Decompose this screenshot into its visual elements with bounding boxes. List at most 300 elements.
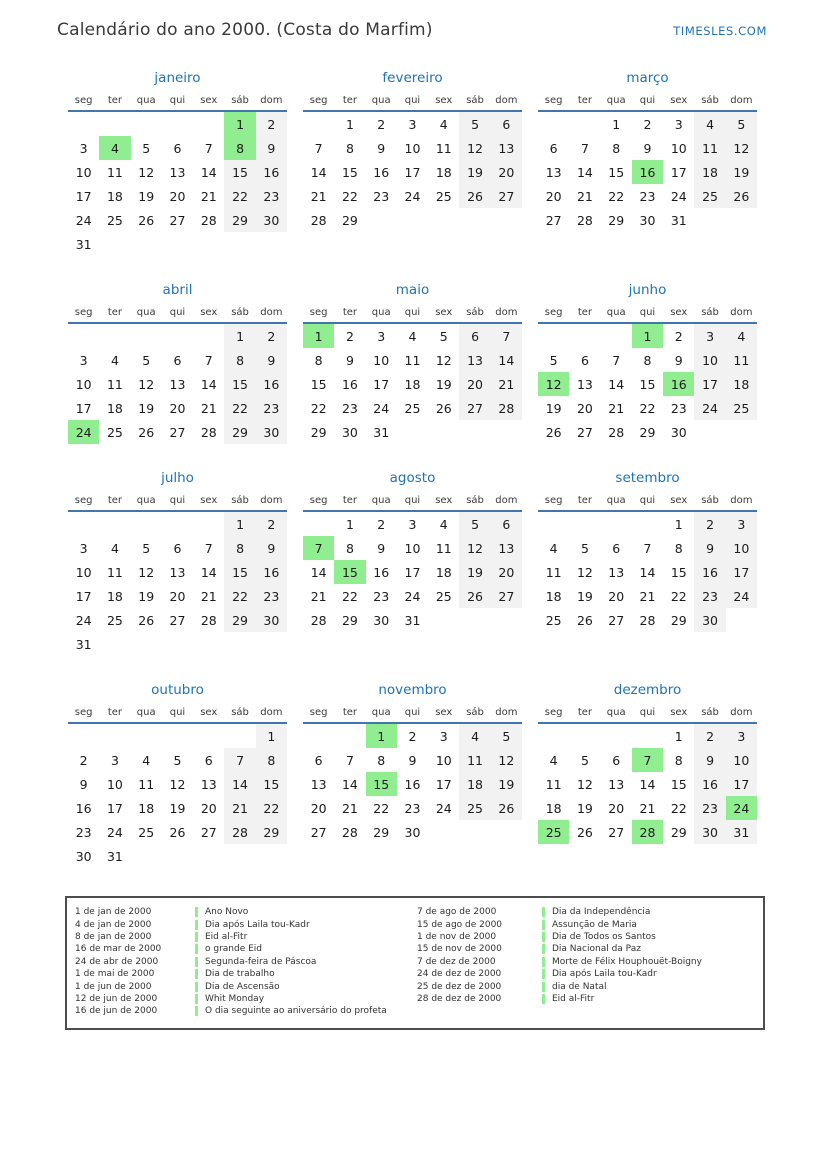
- day-cell: 19: [435, 376, 452, 392]
- day-cell: 8: [224, 536, 255, 560]
- empty-cell: [601, 723, 632, 748]
- day-cell: 14: [639, 564, 656, 580]
- day-cell: 24: [435, 800, 452, 816]
- day-cell: 15: [608, 164, 625, 180]
- day-cell: 8: [314, 352, 323, 368]
- day-cell: 16: [256, 160, 287, 184]
- empty-cell: [131, 723, 162, 748]
- day-cell: 14: [310, 564, 327, 580]
- day-cell: 24: [68, 420, 99, 444]
- week-row: [538, 372, 757, 396]
- weekday-label: sex: [663, 305, 694, 323]
- day-cell: 29: [373, 824, 390, 840]
- day-cell: 13: [169, 564, 186, 580]
- weekday-label: seg: [68, 305, 99, 323]
- weekday-label: qua: [366, 705, 397, 723]
- site-link[interactable]: TIMESLES.COM: [673, 24, 767, 38]
- day-cell: 30: [256, 208, 287, 232]
- day-cell: 31: [75, 636, 92, 652]
- day-cell: 18: [459, 772, 490, 796]
- day-cell: 17: [75, 188, 92, 204]
- day-cell: 1: [345, 116, 354, 132]
- day-cell: 4: [439, 516, 448, 532]
- day-cell: 25: [726, 396, 757, 420]
- day-cell: 6: [459, 323, 490, 348]
- weekday-label: seg: [538, 93, 569, 111]
- weekday-label: ter: [569, 305, 600, 323]
- weekday-label: qui: [632, 493, 663, 511]
- weekday-label: seg: [68, 493, 99, 511]
- day-cell: 19: [545, 400, 562, 416]
- day-cell: 1: [366, 723, 397, 748]
- weekday-label: seg: [538, 705, 569, 723]
- month-table: [303, 705, 522, 844]
- week-row: [68, 184, 287, 208]
- day-cell: 13: [491, 136, 522, 160]
- day-cell: 4: [142, 752, 151, 768]
- weekday-header-row: [538, 93, 757, 111]
- holiday-tick-icon: [195, 969, 198, 979]
- day-cell: 22: [310, 400, 327, 416]
- empty-cell: [68, 511, 99, 536]
- legend-entry: [73, 956, 415, 968]
- day-cell: 17: [106, 800, 123, 816]
- empty-cell: [99, 511, 130, 536]
- day-cell: 7: [612, 352, 621, 368]
- day-cell: 26: [545, 424, 562, 440]
- empty-cell: [538, 723, 569, 748]
- day-cell: 11: [694, 136, 725, 160]
- day-cell: 1: [303, 323, 334, 348]
- empty-cell: [162, 323, 193, 348]
- month-setembro: [538, 470, 757, 632]
- day-cell: 15: [256, 772, 287, 796]
- legend-holiday-name: O dia seguinte ao aniversário do profeta: [205, 1006, 387, 1017]
- empty-cell: [162, 632, 193, 656]
- page-header: [0, 0, 827, 40]
- day-cell: 30: [694, 608, 725, 632]
- day-cell: 2: [256, 511, 287, 536]
- empty-cell: [131, 323, 162, 348]
- weekday-label: qua: [601, 93, 632, 111]
- day-cell: 5: [459, 111, 490, 136]
- day-cell: 21: [491, 372, 522, 396]
- day-cell: 27: [608, 824, 625, 840]
- weekday-label: ter: [569, 705, 600, 723]
- empty-cell: [491, 820, 522, 844]
- day-cell: 29: [608, 212, 625, 228]
- day-cell: 3: [79, 140, 88, 156]
- day-cell: 10: [726, 536, 757, 560]
- weekday-label: dom: [491, 493, 522, 511]
- month-title: maio: [395, 282, 430, 298]
- day-cell: 24: [373, 400, 390, 416]
- day-cell: 6: [549, 140, 558, 156]
- day-cell: 22: [670, 588, 687, 604]
- day-cell: 6: [314, 752, 323, 768]
- day-cell: 27: [459, 396, 490, 420]
- day-cell: 1: [224, 323, 255, 348]
- day-cell: 15: [639, 376, 656, 392]
- weekday-label: seg: [538, 305, 569, 323]
- legend-date: 8 de jan de 2000: [75, 931, 152, 942]
- day-cell: 18: [404, 376, 421, 392]
- day-cell: 4: [549, 752, 558, 768]
- day-cell: 29: [224, 420, 255, 444]
- day-cell: 11: [726, 348, 757, 372]
- week-row: [538, 511, 757, 536]
- day-cell: 23: [373, 188, 390, 204]
- legend-holiday-name: dia de Natal: [552, 981, 607, 992]
- week-row: [538, 348, 757, 372]
- week-row: [303, 772, 522, 796]
- weekday-label: ter: [99, 305, 130, 323]
- day-cell: 23: [341, 400, 358, 416]
- empty-cell: [428, 820, 459, 844]
- day-cell: 14: [310, 164, 327, 180]
- day-cell: 15: [341, 164, 358, 180]
- week-row: [303, 420, 522, 444]
- month-title: setembro: [615, 470, 680, 486]
- legend-holiday-name: Eid al-Fitr: [552, 993, 595, 1004]
- empty-cell: [193, 723, 224, 748]
- month-title: janeiro: [154, 70, 201, 86]
- week-row: [303, 348, 522, 372]
- weekday-label: sex: [428, 93, 459, 111]
- day-cell: 29: [224, 208, 255, 232]
- empty-cell: [569, 723, 600, 748]
- day-cell: 10: [75, 164, 92, 180]
- weekday-header-row: [538, 305, 757, 323]
- empty-cell: [162, 111, 193, 136]
- day-cell: 10: [670, 140, 687, 156]
- day-cell: 22: [224, 396, 255, 420]
- day-cell: 26: [138, 424, 155, 440]
- week-row: [538, 608, 757, 632]
- day-cell: 3: [726, 511, 757, 536]
- empty-cell: [397, 420, 428, 444]
- day-cell: 29: [639, 424, 656, 440]
- day-cell: 25: [106, 424, 123, 440]
- weekday-label: ter: [569, 93, 600, 111]
- week-row: [68, 396, 287, 420]
- weekday-label: sáb: [694, 305, 725, 323]
- day-cell: 5: [549, 352, 558, 368]
- day-cell: 28: [200, 612, 217, 628]
- holiday-tick-icon: [542, 932, 545, 942]
- month-janeiro: [68, 70, 287, 256]
- day-cell: 15: [224, 160, 255, 184]
- day-cell: 11: [459, 748, 490, 772]
- month-table: [538, 705, 757, 844]
- day-cell: 11: [106, 564, 123, 580]
- empty-cell: [459, 820, 490, 844]
- day-cell: 2: [694, 723, 725, 748]
- day-cell: 28: [491, 396, 522, 420]
- empty-cell: [601, 511, 632, 536]
- day-cell: 13: [545, 164, 562, 180]
- day-cell: 18: [106, 400, 123, 416]
- month-março: [538, 70, 757, 232]
- weekday-label: qui: [162, 93, 193, 111]
- day-cell: 24: [670, 188, 687, 204]
- day-cell: 15: [670, 776, 687, 792]
- day-cell: 14: [639, 776, 656, 792]
- empty-cell: [459, 608, 490, 632]
- day-cell: 12: [459, 536, 490, 560]
- empty-cell: [334, 723, 365, 748]
- day-cell: 11: [545, 564, 562, 580]
- weekday-label: dom: [726, 93, 757, 111]
- weekday-label: qua: [131, 493, 162, 511]
- weekday-header-row: [68, 493, 287, 511]
- day-cell: 31: [670, 212, 687, 228]
- day-cell: 20: [491, 160, 522, 184]
- day-cell: 3: [110, 752, 119, 768]
- day-cell: 20: [459, 372, 490, 396]
- day-cell: 1: [345, 516, 354, 532]
- day-cell: 27: [608, 612, 625, 628]
- day-cell: 1: [224, 111, 255, 136]
- day-cell: 28: [224, 820, 255, 844]
- empty-cell: [538, 511, 569, 536]
- month-table: [303, 93, 522, 232]
- holiday-tick-icon: [195, 932, 198, 942]
- day-cell: 19: [138, 188, 155, 204]
- day-cell: 9: [377, 540, 386, 556]
- day-cell: 14: [224, 772, 255, 796]
- day-cell: 20: [169, 588, 186, 604]
- day-cell: 27: [169, 212, 186, 228]
- day-cell: 29: [224, 608, 255, 632]
- day-cell: 26: [138, 612, 155, 628]
- weekday-label: ter: [334, 305, 365, 323]
- weekday-label: qui: [397, 93, 428, 111]
- weekday-label: sáb: [459, 305, 490, 323]
- day-cell: 23: [75, 824, 92, 840]
- day-cell: 8: [674, 540, 683, 556]
- weekday-label: ter: [99, 93, 130, 111]
- day-cell: 9: [694, 748, 725, 772]
- week-row: [68, 111, 287, 136]
- day-cell: 30: [639, 212, 656, 228]
- day-cell: 7: [204, 540, 213, 556]
- day-cell: 7: [204, 352, 213, 368]
- day-cell: 2: [256, 323, 287, 348]
- day-cell: 31: [106, 848, 123, 864]
- day-cell: 24: [726, 796, 757, 820]
- legend-holiday-name: Dia após Laila tou-Kadr: [552, 969, 657, 980]
- day-cell: 21: [310, 188, 327, 204]
- day-cell: 2: [377, 116, 386, 132]
- day-cell: 9: [377, 140, 386, 156]
- week-row: [538, 184, 757, 208]
- week-row: [538, 584, 757, 608]
- day-cell: 17: [404, 564, 421, 580]
- weekday-label: qui: [162, 705, 193, 723]
- day-cell: 3: [439, 728, 448, 744]
- empty-cell: [694, 420, 725, 444]
- month-abril: [68, 282, 287, 444]
- day-cell: 5: [580, 752, 589, 768]
- day-cell: 22: [341, 188, 358, 204]
- day-cell: 24: [404, 588, 421, 604]
- legend-date: 4 de jan de 2000: [75, 919, 152, 930]
- day-cell: 16: [632, 160, 663, 184]
- day-cell: 14: [341, 776, 358, 792]
- weekday-label: qui: [632, 305, 663, 323]
- empty-cell: [99, 723, 130, 748]
- day-cell: 4: [408, 328, 417, 344]
- day-cell: 7: [491, 323, 522, 348]
- page-title: Calendário do ano 2000. (Costa do Marfim): [57, 20, 433, 40]
- day-cell: 22: [224, 184, 255, 208]
- weekday-label: ter: [334, 93, 365, 111]
- day-cell: 7: [643, 540, 652, 556]
- weekday-label: qui: [162, 305, 193, 323]
- day-cell: 18: [435, 564, 452, 580]
- week-row: [303, 396, 522, 420]
- legend-holiday-name: Dia da Independência: [552, 907, 651, 918]
- weekday-label: sex: [663, 493, 694, 511]
- day-cell: 22: [670, 800, 687, 816]
- day-cell: 30: [670, 424, 687, 440]
- holiday-tick-icon: [542, 957, 545, 967]
- day-cell: 4: [110, 352, 119, 368]
- day-cell: 11: [404, 352, 421, 368]
- day-cell: 1: [632, 323, 663, 348]
- day-cell: 12: [138, 564, 155, 580]
- day-cell: 11: [435, 140, 452, 156]
- day-cell: 6: [612, 752, 621, 768]
- day-cell: 16: [256, 560, 287, 584]
- holiday-tick-icon: [195, 920, 198, 930]
- weekday-label: dom: [256, 493, 287, 511]
- day-cell: 30: [373, 612, 390, 628]
- day-cell: 26: [576, 824, 593, 840]
- empty-cell: [193, 632, 224, 656]
- holiday-legend: [65, 896, 765, 1030]
- week-row: [68, 208, 287, 232]
- weekday-label: sáb: [224, 305, 255, 323]
- empty-cell: [491, 420, 522, 444]
- day-cell: 1: [256, 723, 287, 748]
- week-row: [68, 632, 287, 656]
- month-table: [538, 493, 757, 632]
- day-cell: 6: [204, 752, 213, 768]
- week-row: [538, 772, 757, 796]
- empty-cell: [193, 511, 224, 536]
- weekday-label: qui: [632, 93, 663, 111]
- legend-date: 12 de jun de 2000: [75, 993, 158, 1004]
- month-table: [538, 305, 757, 444]
- day-cell: 28: [632, 820, 663, 844]
- day-cell: 23: [404, 800, 421, 816]
- day-cell: 13: [310, 776, 327, 792]
- day-cell: 18: [435, 164, 452, 180]
- day-cell: 2: [256, 111, 287, 136]
- legend-date: 24 de abr de 2000: [75, 956, 159, 967]
- day-cell: 24: [404, 188, 421, 204]
- day-cell: 4: [110, 540, 119, 556]
- legend-column-left: [73, 906, 415, 1018]
- weekday-label: sáb: [459, 93, 490, 111]
- day-cell: 25: [435, 588, 452, 604]
- day-cell: 4: [549, 540, 558, 556]
- week-row: [303, 136, 522, 160]
- day-cell: 25: [538, 820, 569, 844]
- legend-entry: [73, 1005, 415, 1017]
- week-row: [303, 184, 522, 208]
- legend-date: 28 de dez de 2000: [417, 993, 502, 1004]
- weekday-label: dom: [491, 705, 522, 723]
- day-cell: 19: [169, 800, 186, 816]
- day-cell: 6: [173, 140, 182, 156]
- day-cell: 9: [345, 352, 354, 368]
- empty-cell: [726, 420, 757, 444]
- day-cell: 2: [408, 728, 417, 744]
- day-cell: 21: [608, 400, 625, 416]
- weekday-header-row: [303, 705, 522, 723]
- week-row: [303, 160, 522, 184]
- day-cell: 21: [639, 800, 656, 816]
- day-cell: 19: [138, 400, 155, 416]
- empty-cell: [131, 632, 162, 656]
- holiday-tick-icon: [542, 920, 545, 930]
- holiday-tick-icon: [195, 1006, 198, 1016]
- day-cell: 25: [106, 212, 123, 228]
- day-cell: 27: [169, 424, 186, 440]
- empty-cell: [491, 608, 522, 632]
- day-cell: 31: [726, 820, 757, 844]
- week-row: [538, 723, 757, 748]
- day-cell: 7: [580, 140, 589, 156]
- legend-date: 25 de dez de 2000: [417, 981, 502, 992]
- day-cell: 25: [404, 400, 421, 416]
- holiday-tick-icon: [195, 994, 198, 1004]
- day-cell: 29: [670, 612, 687, 628]
- empty-cell: [99, 632, 130, 656]
- day-cell: 22: [341, 588, 358, 604]
- empty-cell: [68, 111, 99, 136]
- day-cell: 2: [345, 328, 354, 344]
- day-cell: 12: [138, 376, 155, 392]
- weekday-label: sáb: [224, 493, 255, 511]
- legend-entry: [73, 931, 415, 943]
- empty-cell: [303, 111, 334, 136]
- week-row: [68, 136, 287, 160]
- day-cell: 21: [200, 400, 217, 416]
- weekday-header-row: [303, 93, 522, 111]
- week-row: [303, 820, 522, 844]
- day-cell: 6: [491, 511, 522, 536]
- day-cell: 7: [303, 536, 334, 560]
- day-cell: 13: [491, 536, 522, 560]
- day-cell: 25: [459, 796, 490, 820]
- empty-cell: [459, 208, 490, 232]
- weekday-label: sáb: [694, 493, 725, 511]
- day-cell: 3: [674, 116, 683, 132]
- day-cell: 23: [694, 584, 725, 608]
- day-cell: 10: [373, 352, 390, 368]
- week-row: [303, 608, 522, 632]
- weekday-label: sáb: [694, 93, 725, 111]
- day-cell: 16: [373, 164, 390, 180]
- empty-cell: [193, 323, 224, 348]
- empty-cell: [193, 844, 224, 868]
- weekday-header-row: [303, 493, 522, 511]
- month-outubro: [68, 682, 287, 868]
